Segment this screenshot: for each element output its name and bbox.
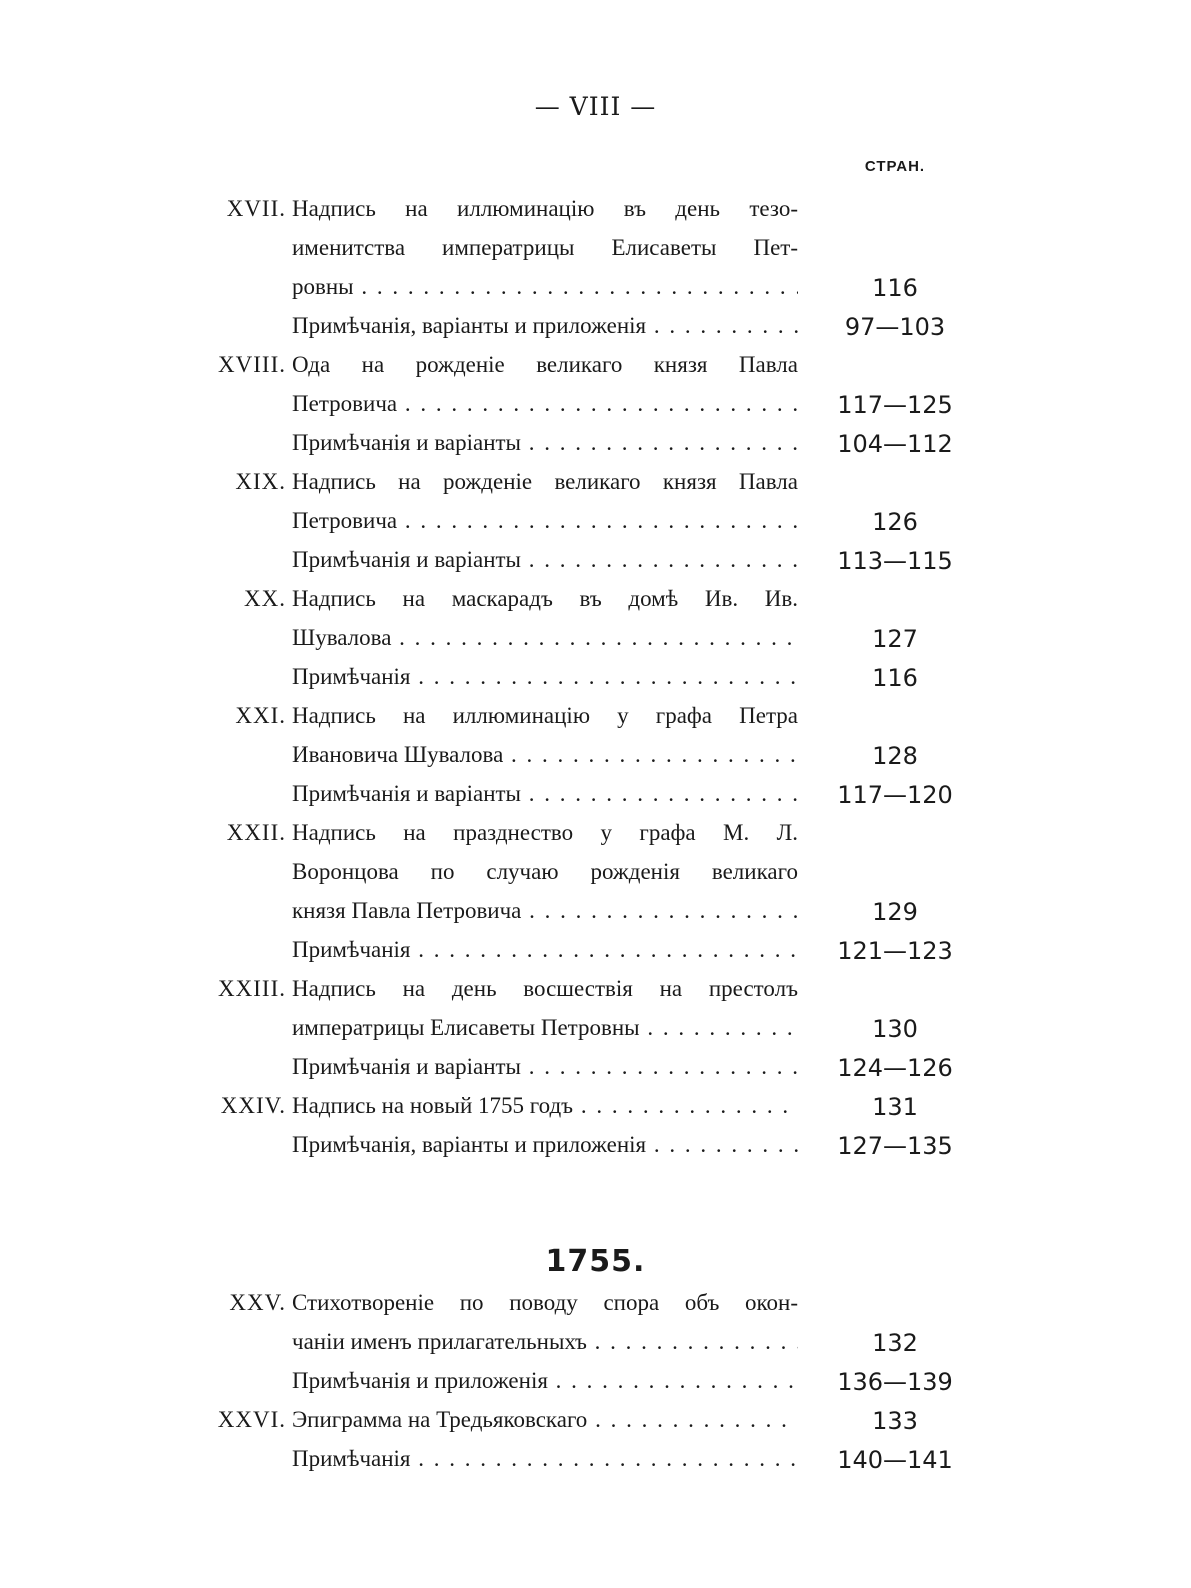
entry-title: Надпись на рожденіе великаго князя Павла xyxy=(292,469,798,494)
toc-line xyxy=(0,775,1191,814)
toc-line xyxy=(0,931,1191,970)
entry-numeral: XX. xyxy=(244,586,286,611)
entry-title: Петровича . . . xyxy=(292,508,798,534)
toc-line xyxy=(0,853,1191,892)
toc-line xyxy=(0,697,1191,736)
entry-title: Надпись на иллюминацію въ день тезо- xyxy=(292,196,798,221)
entry-title: князя Павла Петровича . . . xyxy=(292,898,798,924)
entry-page-number: 133 xyxy=(872,1407,918,1435)
entry-page-number: 121—123 xyxy=(837,937,953,965)
entry-numeral: XVII. xyxy=(226,196,286,221)
entry-page-number: 116 xyxy=(872,274,918,302)
entry-page-number: 127 xyxy=(872,625,918,653)
entry-title: Надпись на маскарадъ въ домѣ Ив. Ив. xyxy=(292,586,798,611)
page-column-label: СТРАН. xyxy=(864,158,926,175)
entry-title: императрицы Елисаветы Петровны . . . xyxy=(292,1015,798,1041)
toc-line xyxy=(0,268,1191,307)
toc-section-1755 xyxy=(0,1284,1191,1479)
toc-line xyxy=(0,1401,1191,1440)
entry-numeral: XXIII. xyxy=(218,976,286,1001)
entry-title: Примѣчанія . . . xyxy=(292,664,798,690)
entry-title: Примѣчанія и приложенія . . . xyxy=(292,1368,798,1394)
entry-numeral: XVIII. xyxy=(218,352,286,377)
toc-line xyxy=(0,541,1191,580)
section-year-heading: 1755. xyxy=(545,1244,646,1279)
entry-title: Примѣчанія . . . xyxy=(292,937,798,963)
entry-title: Примѣчанія и варіанты . . . xyxy=(292,547,798,573)
entry-title: Примѣчанія, варіанты и приложенія . . . xyxy=(292,313,798,339)
entry-numeral: XXII. xyxy=(226,820,286,845)
toc-section-1754 xyxy=(0,190,1191,1165)
entry-page-number: 124—126 xyxy=(837,1054,953,1082)
toc-line xyxy=(0,463,1191,502)
entry-page-number: 127—135 xyxy=(837,1132,953,1160)
entry-page-number: 116 xyxy=(872,664,918,692)
toc-line xyxy=(0,1126,1191,1165)
entry-numeral: XXIV. xyxy=(220,1093,286,1118)
entry-page-number: 131 xyxy=(872,1093,918,1121)
entry-title: Надпись на день восшествія на престолъ xyxy=(292,976,798,1001)
entry-title: чаніи именъ прилагательныхъ . . . xyxy=(292,1329,798,1355)
entry-title: Петровича . . . xyxy=(292,391,798,417)
entry-title: Эпиграмма на Тредьяковскаго . . . xyxy=(292,1407,798,1433)
entry-page-number: 97—103 xyxy=(844,313,946,341)
toc-line xyxy=(0,1009,1191,1048)
entry-page-number: 126 xyxy=(872,508,918,536)
toc-line xyxy=(0,658,1191,697)
toc-line xyxy=(0,1323,1191,1362)
toc-line xyxy=(0,970,1191,1009)
toc-line xyxy=(0,229,1191,268)
entry-title: Ивановича Шувалова . . . xyxy=(292,742,798,768)
entry-page-number: 128 xyxy=(872,742,918,770)
entry-title: Надпись на новый 1755 годъ . . . xyxy=(292,1093,798,1119)
toc-line xyxy=(0,1362,1191,1401)
entry-title: Надпись на празднество у графа М. Л. xyxy=(292,820,798,845)
entry-page-number: 140—141 xyxy=(837,1446,953,1474)
entry-title: Примѣчанія и варіанты . . . xyxy=(292,1054,798,1080)
toc-line xyxy=(0,892,1191,931)
entry-numeral: XXVI. xyxy=(217,1407,286,1432)
toc-line xyxy=(0,580,1191,619)
page-number-header: — VIII — xyxy=(534,92,657,121)
entry-page-number: 117—120 xyxy=(837,781,953,809)
toc-line xyxy=(0,385,1191,424)
entry-page-number: 136—139 xyxy=(837,1368,953,1396)
toc-line xyxy=(0,1087,1191,1126)
entry-title: Ода на рожденіе великаго князя Павла xyxy=(292,352,798,377)
toc-line xyxy=(0,619,1191,658)
entry-title: Примѣчанія . . . xyxy=(292,1446,798,1472)
toc-line xyxy=(0,814,1191,853)
toc-line xyxy=(0,346,1191,385)
entry-page-number: 132 xyxy=(872,1329,918,1357)
entry-title: Воронцова по случаю рожденія великаго xyxy=(292,859,798,884)
entry-title: Надпись на иллюминацію у графа Петра xyxy=(292,703,798,728)
entry-numeral: XIX. xyxy=(235,469,286,494)
entry-title: Шувалова . . . xyxy=(292,625,798,651)
entry-page-number: 130 xyxy=(872,1015,918,1043)
toc-line xyxy=(0,307,1191,346)
entry-page-number: 117—125 xyxy=(837,391,953,419)
entry-title: Стихотвореніе по поводу спора объ окон- xyxy=(292,1290,798,1315)
toc-line xyxy=(0,736,1191,775)
entry-page-number: 104—112 xyxy=(837,430,953,458)
entry-page-number: 113—115 xyxy=(837,547,953,575)
entry-title: Примѣчанія и варіанты . . . xyxy=(292,430,798,456)
entry-title: ровны . . . xyxy=(292,274,798,300)
entry-page-number: 129 xyxy=(872,898,918,926)
entry-title: именитства императрицы Елисаветы Пет- xyxy=(292,235,798,260)
toc-line xyxy=(0,190,1191,229)
entry-title: Примѣчанія, варіанты и приложенія . . . xyxy=(292,1132,798,1158)
toc-line xyxy=(0,424,1191,463)
toc-line xyxy=(0,502,1191,541)
toc-line xyxy=(0,1048,1191,1087)
entry-numeral: XXV. xyxy=(229,1290,286,1315)
entry-numeral: XXI. xyxy=(235,703,286,728)
toc-line xyxy=(0,1440,1191,1479)
entry-title: Примѣчанія и варіанты . . . xyxy=(292,781,798,807)
toc-line xyxy=(0,1284,1191,1323)
